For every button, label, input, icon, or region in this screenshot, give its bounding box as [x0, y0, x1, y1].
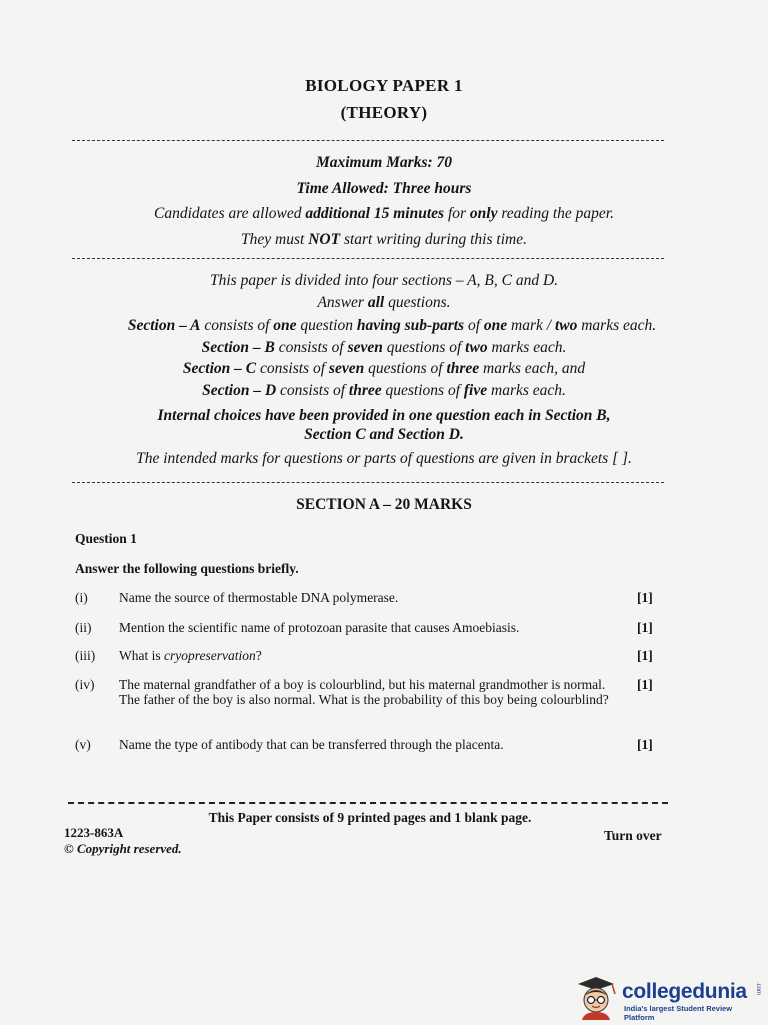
item-mark: [1]	[637, 677, 653, 692]
mascot-icon	[572, 974, 622, 1020]
writing-note: They must NOT start writing during this time.	[241, 231, 527, 248]
paper-subtitle: (THEORY)	[340, 103, 428, 122]
internal-choice-note-2: Section C and Section D.	[304, 426, 464, 443]
instruction-answer-all: Answer all questions.	[317, 294, 451, 311]
item-number: (iv)	[75, 677, 95, 692]
item-number: (iii)	[75, 648, 96, 663]
item-text: Mention the scientific name of protozoan parasite that causes Amoebiasis.	[119, 620, 520, 635]
divider-2	[72, 258, 664, 259]
section-a-description: Section – A consists of one question having sub-parts of one mark / two marks each.	[127, 317, 657, 334]
marks-bracket-note: The intended marks for questions or parts of questions are given in brackets [ ].	[136, 450, 632, 467]
item-text: The maternal grandfather of a boy is colourblind, but his maternal grandmother is normal. The father of the boy is also normal. What is the probability of this boy being colourblind?	[119, 677, 609, 707]
brand-tagline: India's largest Student Review Platform	[624, 1004, 733, 1022]
item-mark: [1]	[637, 620, 653, 635]
section-b-description: Section – B consists of seven questions of two marks each.	[201, 339, 567, 356]
instruction-sections: This paper is divided into four sections – A, B, C and D.	[209, 272, 559, 289]
item-number: (v)	[75, 737, 91, 752]
item-text: Name the type of antibody that can be transferred through the placenta.	[119, 737, 504, 752]
pages-note: This Paper consists of 9 printed pages and 1 blank page.	[208, 810, 532, 825]
turn-over: Turn over	[604, 828, 662, 843]
divider-top	[72, 140, 664, 141]
collegedunia-watermark	[572, 974, 762, 1020]
internal-choice-note: Internal choices have been provided in one question each in Section B,	[157, 407, 611, 424]
divider-footer	[68, 802, 668, 804]
item-number: (i)	[75, 590, 88, 605]
divider-3	[72, 482, 664, 483]
section-c-description: Section – C consists of seven questions of three marks each, and	[182, 360, 586, 377]
paper-code: 1223-863A	[64, 825, 124, 840]
time-allowed: Time Allowed: Three hours	[296, 180, 472, 197]
question-prompt: Answer the following questions briefly.	[75, 561, 299, 576]
item-mark: [1]	[637, 648, 653, 663]
reading-time-note: Candidates are allowed additional 15 minutes for only reading the paper.	[153, 205, 614, 222]
brand-name: collegedunia	[622, 980, 747, 1003]
question-label: Question 1	[75, 531, 137, 546]
item-mark: [1]	[637, 737, 653, 752]
section-a-title: SECTION A – 20 MARKS	[296, 496, 472, 513]
item-text: Name the source of thermostable DNA polymerase.	[119, 590, 399, 605]
copyright-note: © Copyright reserved.	[64, 841, 182, 856]
max-marks: Maximum Marks: 70	[315, 154, 453, 171]
item-mark: [1]	[637, 590, 653, 605]
brand-side-text: .com	[755, 982, 761, 996]
section-d-description: Section – D consists of three questions of five marks each.	[202, 382, 566, 399]
paper-title: BIOLOGY PAPER 1	[305, 76, 463, 95]
item-number: (ii)	[75, 620, 92, 635]
item-text: What is cryopreservation?	[119, 648, 262, 663]
